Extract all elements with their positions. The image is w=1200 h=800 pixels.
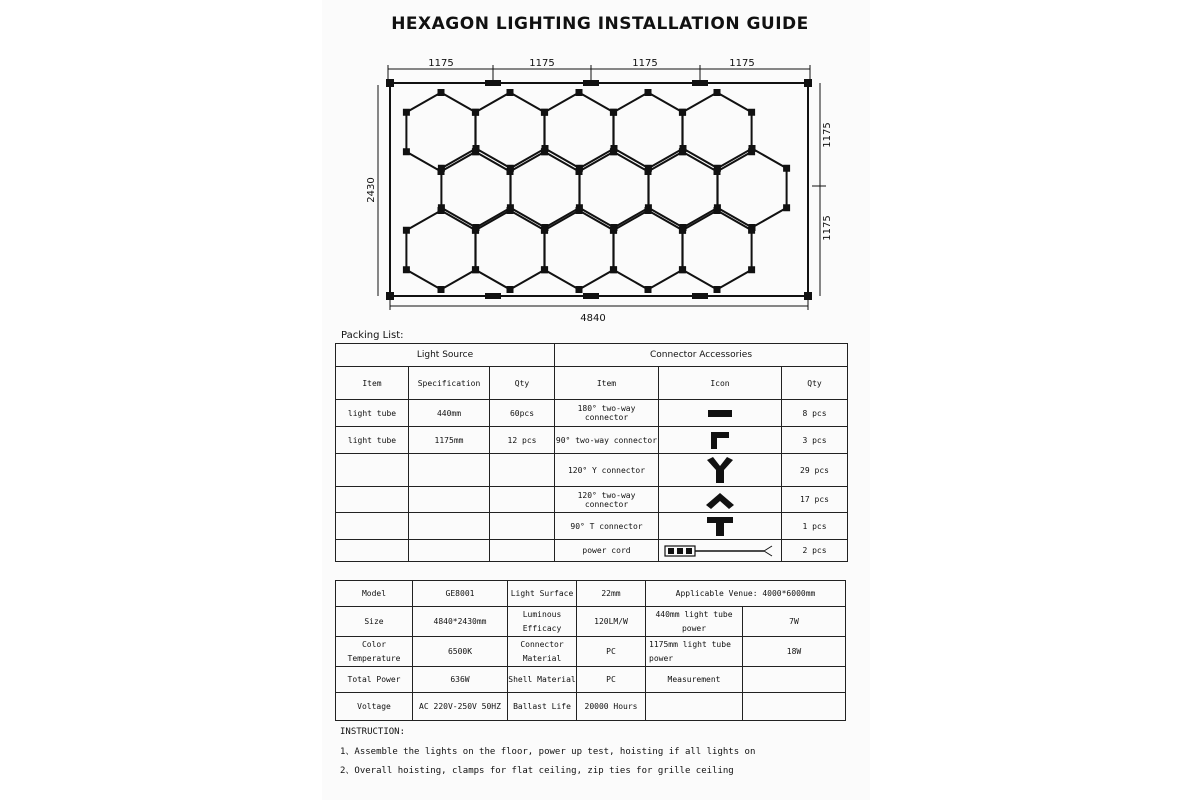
light-source-header: Light Source [336,344,555,367]
col-connector-qty: Qty [782,367,848,400]
right-dim-1: 1175 [822,122,833,148]
connector-node [749,145,756,152]
connector-node [542,145,549,152]
connector-node [714,165,721,172]
hexagon-grid [403,89,790,293]
specification-table: Model GE8001 Light Surface 22mm Applicable Venue: 4000*6000mm Size 4840*2430mm Luminous Efficacy 120LM/W 440mm light tube power 7W Color Temperature 6500K Connector Material PC 1175mm light tube power 18W Total Power 636W Shell Material PC Measurement Voltage AC 220V-250V 50HZ Ballast Life 20000 Hours [335,580,846,721]
col-specification: Specification [409,367,490,400]
top-dim-4: 1175 [729,58,755,69]
connector-node [576,165,583,172]
table-row: 120° two-way connector 17 pcs [336,487,848,513]
connector-node [438,89,445,96]
connector-node [679,266,686,273]
applicable-venue: Applicable Venue: 4000*6000mm [646,581,846,607]
connector-node [576,89,583,96]
connector-node [645,165,652,172]
connector-node [438,165,445,172]
table-row: 120° Y connector 29 pcs [336,454,848,487]
connector-node [576,286,583,293]
table-row: light tube 1175mm 12 pcs 90° two-way connector 3 pcs [336,427,848,454]
connector-node [748,266,755,273]
connector-node [610,266,617,273]
hexagon-light-4 [613,93,682,172]
connector-node [576,207,583,214]
top-dim-1: 1175 [428,58,454,69]
connector-node [541,109,548,116]
connector-node [680,145,687,152]
connector-node [472,109,479,116]
table-row: 90° T connector 1 pcs [336,513,848,540]
outer-frame [390,83,808,296]
hexagon-light-2 [475,93,544,172]
connector-node [403,227,410,234]
connector-node [541,227,548,234]
connector-accessories-header: Connector Accessories [555,344,848,367]
hexagon-light-3 [544,93,613,172]
right-dim-2: 1175 [822,215,833,241]
connector-node [611,145,618,152]
connector-node [438,207,445,214]
t-connector-icon [705,515,735,537]
connector-node [507,207,514,214]
top-dim-2: 1175 [529,58,555,69]
connector-node [507,286,514,293]
col-connector-item: Item [555,367,659,400]
connector-node [679,109,686,116]
connector-node [403,266,410,273]
connector-node [714,286,721,293]
angle-connector-icon [704,490,736,510]
power-cord-icon [664,544,776,558]
instruction-header: INSTRUCTION: [340,727,406,737]
connector-node [748,227,755,234]
connector-node [403,148,410,155]
connector-node [748,109,755,116]
connector-node [541,266,548,273]
hexagon-light-5 [682,93,751,172]
connector-node [403,109,410,116]
connector-node [473,145,480,152]
connector-node [472,227,479,234]
connector-node [714,207,721,214]
straight-connector-icon [707,407,733,419]
packing-list-label: Packing List: [341,330,404,341]
table-row: light tube 440mm 60pcs 180° two-way connector 8 pcs [336,400,848,427]
col-qty: Qty [490,367,555,400]
elbow-connector-icon [708,430,732,450]
connector-node [783,165,790,172]
connector-node [783,204,790,211]
hexagon-light-1 [406,93,475,172]
connector-node [645,89,652,96]
col-item: Item [336,367,409,400]
packing-list-table [335,343,848,562]
connector-node [507,89,514,96]
instruction-step-1: 1、Assemble the lights on the floor, power up test, hoisting if all lights on [340,747,756,757]
connector-node [714,89,721,96]
connector-node [507,165,514,172]
top-dim-3: 1175 [632,58,658,69]
connector-node [610,109,617,116]
page-title: HEXAGON LIGHTING INSTALLATION GUIDE [391,14,809,34]
connector-node [610,227,617,234]
width-dimension: 4840 [580,313,606,324]
col-icon: Icon [659,367,782,400]
instruction-step-2: 2、Overall hoisting, clamps for flat ceiling, zip ties for grille ceiling [340,766,734,776]
connector-node [645,286,652,293]
table-row: power cord 2 pcs [336,540,848,562]
y-connector-icon [704,455,736,485]
connector-node [472,266,479,273]
connector-node [438,286,445,293]
hexagon-layout-diagram [0,0,1200,330]
connector-node [679,227,686,234]
height-dimension: 2430 [366,177,377,203]
connector-node [645,207,652,214]
